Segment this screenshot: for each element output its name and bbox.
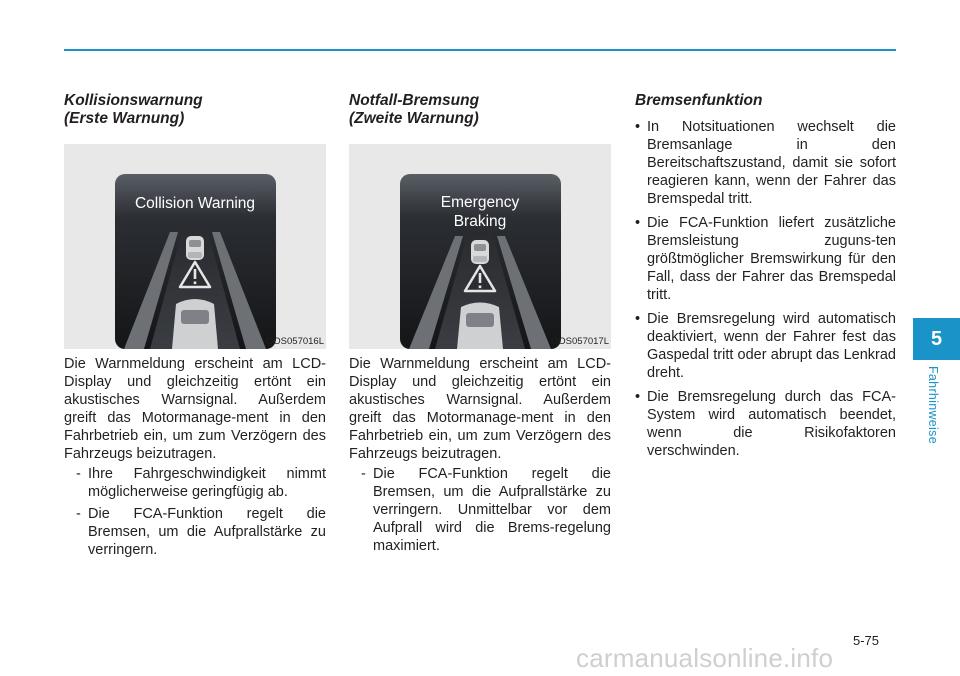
display-text-line-2: Braking	[453, 213, 507, 230]
list-item	[64, 465, 326, 501]
dash-list	[64, 465, 326, 559]
body-paragraph: Die Warnmeldung erscheint am LCD-Display und gleichzeitig ertönt ein akustisches Warnsignal. Außerdem greift das Motormanage-ment in den Fahrbetrieb ein, um zum Verzögern des Fahrzeugs beizutragen.	[349, 356, 611, 462]
title-line-1: Kollisionswarnung	[64, 92, 203, 109]
list-item-text: Die FCA-Funktion liefert zusätzliche Bremsleistung zuguns-ten größtmöglicher Bremswirkung für den Fall, dass der Fahrer das Bremspedal tritt.	[647, 215, 896, 303]
top-rule	[64, 49, 896, 51]
list-item-text: Die FCA-Funktion regelt die Bremsen, um die Aufprallstärke zu verringern.	[88, 506, 326, 558]
dash-list	[349, 465, 611, 555]
cluster-display-illustration	[64, 144, 326, 349]
list-item	[64, 505, 326, 559]
title-line-2: (Zweite Warnung)	[349, 110, 479, 127]
list-item	[635, 310, 896, 382]
display-text: Collision Warning	[134, 195, 256, 212]
list-item	[349, 465, 611, 555]
list-item	[635, 214, 896, 304]
list-marker: -	[361, 466, 366, 482]
chapter-label: Fahrhinweise	[926, 366, 940, 444]
page-number: 5-75	[853, 633, 880, 648]
body-paragraph: Die Warnmeldung erscheint am LCD-Display und gleichzeitig ertönt ein akustisches Warnsignal. Außerdem greift das Motormanage-ment in den Fahrbetrieb ein, um zum Verzögern des Fahrzeugs beizutragen.	[64, 356, 326, 462]
bullet-list	[635, 118, 896, 460]
car-icon	[471, 240, 489, 264]
own-car-icon	[172, 299, 218, 349]
list-item-text: Die Bremsregelung wird automatisch deaktiviert, wenn der Fahrer fest das Gaspedal tritt oder abrupt das Lenkrad dreht.	[647, 311, 896, 381]
own-car-icon	[457, 303, 503, 350]
chapter-number: 5	[930, 327, 943, 350]
bullet-marker: •	[635, 215, 641, 231]
bullet-marker: •	[635, 119, 641, 135]
section-title	[349, 92, 611, 132]
column-brake-function	[635, 92, 896, 466]
bullet-marker: •	[635, 389, 641, 405]
list-item-text: Ihre Fahrgeschwindigkeit nimmt möglicherweise geringfügig ab.	[88, 466, 326, 500]
list-item-text: Die FCA-Funktion regelt die Bremsen, um die Aufprallstärke zu verringern. Unmittelbar vor dem Aufprall wird die Brems-regelung maximiert.	[373, 466, 611, 554]
emergency-braking-figure	[349, 144, 611, 349]
column-collision-warning	[64, 92, 326, 563]
figure-code: OOS057016L	[265, 336, 324, 347]
list-marker: -	[76, 466, 81, 482]
list-item	[635, 388, 896, 460]
section-title: Bremsenfunktion	[635, 92, 763, 109]
title-line-2: (Erste Warnung)	[64, 110, 185, 127]
title-line-1: Notfall-Bremsung	[349, 92, 480, 109]
list-item-text: In Notsituationen wechselt die Bremsanlage in den Bereitschaftszustand, damit sie sofort reagieren kann, wenn der Fahrer das Bremspedal tritt.	[647, 119, 896, 207]
cluster-display-illustration	[349, 144, 611, 349]
list-item	[635, 118, 896, 208]
list-item-text: Die Bremsregelung durch das FCA-System wird automatisch beendet, wenn die Risikofaktoren verschwinden.	[647, 389, 896, 459]
display-text-line-1: Emergency	[440, 194, 520, 211]
collision-warning-figure	[64, 144, 326, 349]
list-marker: -	[76, 506, 81, 522]
section-title	[64, 92, 326, 132]
figure-code: OOS057017L	[550, 336, 609, 347]
car-icon	[186, 236, 204, 260]
bullet-marker: •	[635, 311, 641, 327]
watermark: carmanualsonline.info	[576, 643, 834, 673]
column-emergency-braking	[349, 92, 611, 559]
chapter-tab	[913, 318, 960, 360]
